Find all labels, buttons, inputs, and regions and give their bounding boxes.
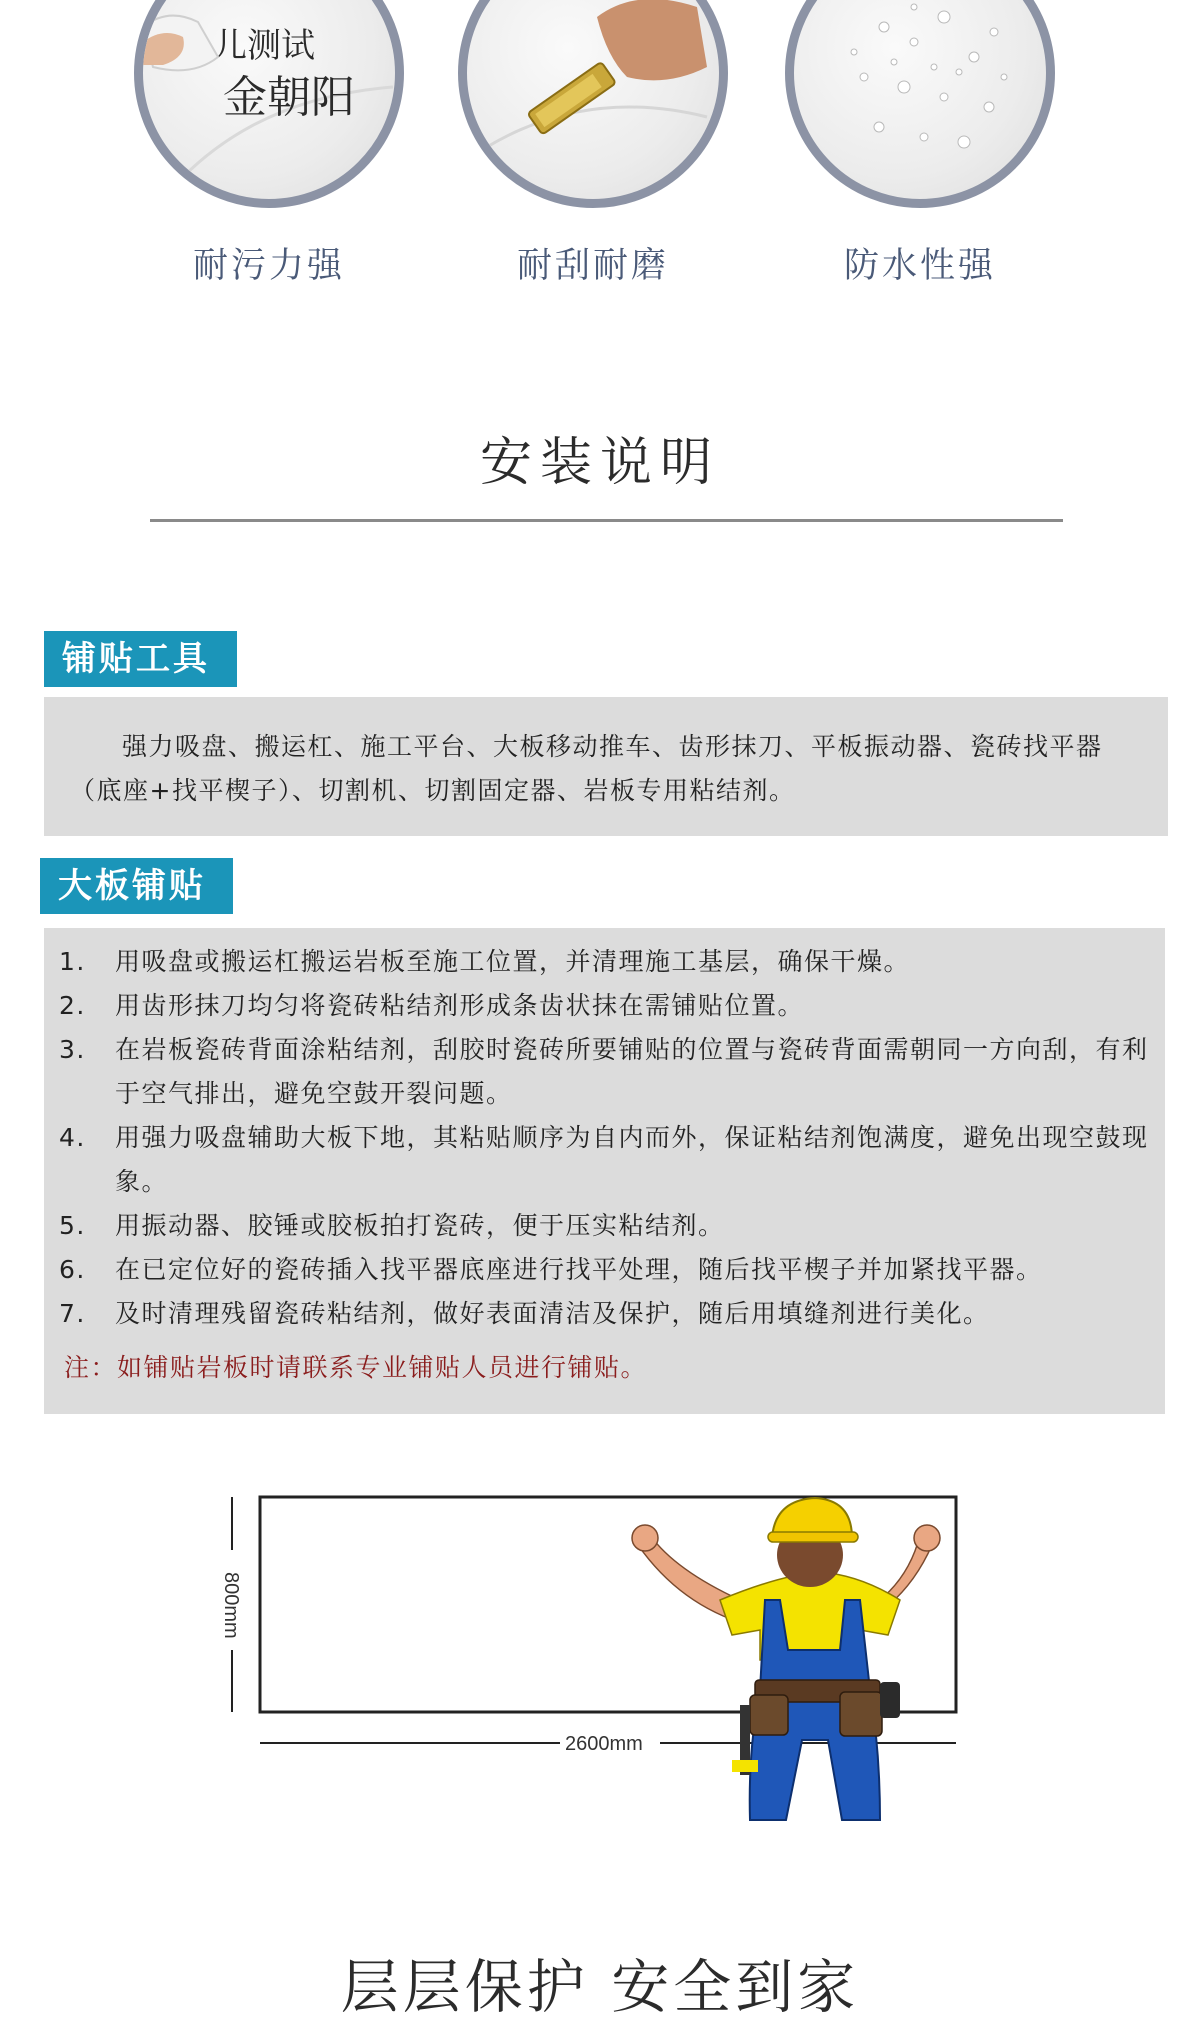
section-title: 安装说明 [479, 433, 720, 493]
step-text: 用吸盘或搬运杠搬运岩板至施工位置，并清理施工基层，确保干燥。 [115, 947, 911, 976]
width-label: 2600mm [565, 1733, 643, 1755]
feature-scratch-resistant [458, 0, 728, 286]
bottom-title: 层层保护 安全到家 [340, 1953, 860, 2021]
step-text: 及时清理残留瓷砖粘结剂，做好表面清洁及保护，随后用填缝剂进行美化。 [115, 1299, 990, 1328]
list-item [59, 1116, 1154, 1204]
step-number: 6. [59, 1255, 86, 1284]
list-item [59, 984, 1154, 1028]
list-item [59, 1204, 1154, 1248]
slab-dimension-diagram [220, 1460, 980, 1840]
install-steps [59, 940, 1154, 1336]
feature-label-scratch: 耐刮耐磨 [516, 246, 669, 286]
handwriting-line-2: 金朝阳 [223, 72, 355, 123]
list-item [59, 1028, 1154, 1116]
install-note: 注：如铺贴岩板时请联系专业铺贴人员进行铺贴。 [64, 1353, 648, 1382]
step-number: 1. [59, 947, 86, 976]
feature-stain-resistant [134, 0, 404, 286]
feature-label-stain: 耐污力强 [192, 246, 345, 286]
stain-test-photo [134, 0, 404, 208]
feature-label-waterproof: 防水性强 [843, 246, 996, 286]
step-number: 4. [59, 1123, 86, 1152]
step-number: 2. [59, 991, 86, 1020]
step-number: 5. [59, 1211, 86, 1240]
install-box [44, 928, 1165, 1414]
step-number: 7. [59, 1299, 86, 1328]
waterproof-test-photo [785, 0, 1055, 208]
feature-waterproof [785, 0, 1055, 286]
step-text: 用强力吸盘辅助大板下地，其粘贴顺序为自内而外，保证粘结剂饱满度，避免出现空鼓现象。 [115, 1123, 1149, 1196]
list-item [59, 1248, 1154, 1292]
stain-test-illustration [143, 0, 395, 199]
step-text: 用振动器、胶锤或胶板拍打瓷砖，便于压实粘结剂。 [115, 1211, 725, 1240]
scratch-test-photo [458, 0, 728, 208]
install-tag: 大板铺贴 [40, 858, 233, 914]
tools-box [44, 697, 1168, 836]
step-text: 在岩板瓷砖背面涂粘结剂，刮胶时瓷砖所要铺贴的位置与瓷砖背面需朝同一方向刮，有利于空气排出，避免空鼓开裂问题。 [115, 1035, 1149, 1108]
tools-text: 强力吸盘、搬运杠、施工平台、大板移动推车、齿形抹刀、平板振动器、瓷砖找平器（底座+找平楔子）、切割机、切割固定器、岩板专用粘结剂。 [70, 732, 1103, 805]
height-label: 800mm [220, 1572, 242, 1639]
list-item [59, 940, 1154, 984]
title-divider [150, 519, 1063, 522]
step-text: 在已定位好的瓷砖插入找平器底座进行找平处理，随后找平楔子并加紧找平器。 [115, 1255, 1043, 1284]
list-item [59, 1292, 1154, 1336]
water-droplets-illustration [794, 0, 1046, 199]
step-number: 3. [59, 1035, 86, 1064]
step-text: 用齿形抹刀均匀将瓷砖粘结剂形成条齿状抹在需铺贴位置。 [115, 991, 805, 1020]
scratch-test-illustration [467, 0, 719, 199]
tools-tag: 铺贴工具 [44, 631, 237, 687]
handwriting-line-1: 儿测试 [213, 26, 315, 66]
